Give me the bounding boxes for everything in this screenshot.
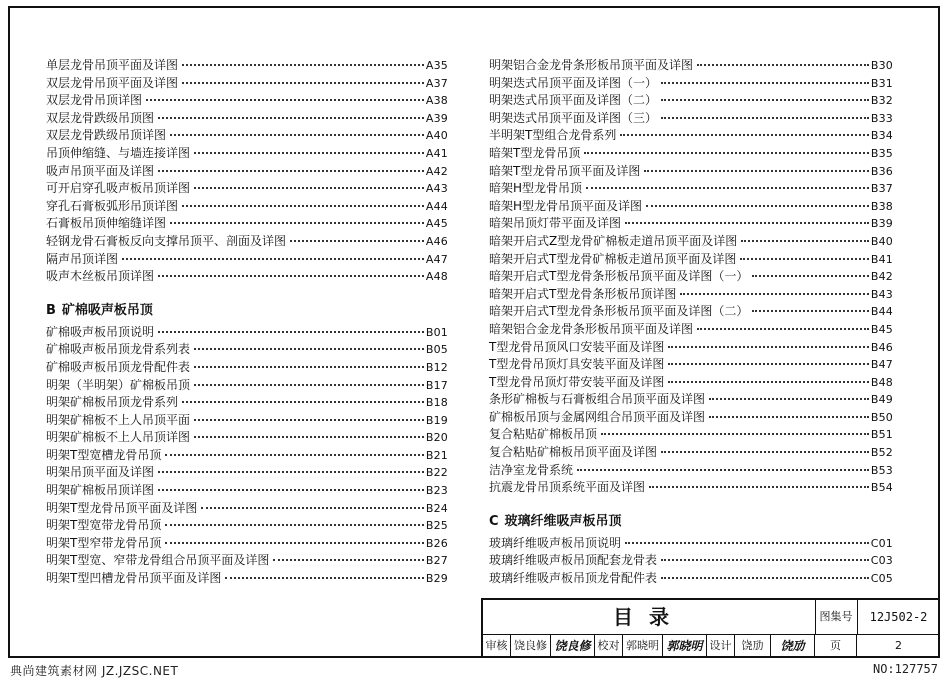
dot-leader <box>661 98 869 101</box>
toc-entry-title: 双层龙骨吊顶平面及详图 <box>46 75 179 90</box>
toc-entry-page-code: B18 <box>425 396 448 410</box>
dot-leader <box>165 523 424 526</box>
dot-leader <box>182 63 424 66</box>
toc-entry <box>489 75 893 93</box>
dot-leader <box>680 292 869 295</box>
toc-entry <box>46 163 448 181</box>
toc-entry <box>489 198 893 216</box>
dot-leader <box>625 221 869 224</box>
toc-entry-page-code: A43 <box>425 182 448 196</box>
dot-leader <box>182 400 424 403</box>
toc-entry-page-code: B41 <box>870 252 893 266</box>
check-label: 校对 <box>595 634 623 658</box>
toc-entry-page-code: B51 <box>870 428 893 442</box>
toc-entry <box>46 517 448 535</box>
dot-leader <box>646 204 869 207</box>
designer-signature: 饶劢 <box>771 634 815 658</box>
toc-entry-title: 洁净室龙骨系统 <box>489 462 574 477</box>
toc-entry <box>489 127 893 145</box>
design-label: 设计 <box>707 634 735 658</box>
toc-entry <box>46 429 448 447</box>
toc-entry-title: T型龙骨吊顶风口安装平面及详图 <box>489 339 665 354</box>
toc-entry-title: 暗架T型龙骨吊顶平面及详图 <box>489 163 641 178</box>
toc-entry-page-code: B35 <box>870 146 893 160</box>
toc-entry-page-code: B43 <box>870 287 893 301</box>
toc-entry <box>46 145 448 163</box>
toc-entry <box>489 233 893 251</box>
toc-entry <box>489 444 893 462</box>
dot-leader <box>620 133 869 136</box>
toc-entry <box>46 127 448 145</box>
dot-leader <box>740 257 869 260</box>
dot-leader <box>661 558 869 561</box>
dot-leader <box>697 327 869 330</box>
toc-entry-title: 明架矿棉板吊顶龙骨系列 <box>46 395 179 410</box>
toc-list-b-continued <box>489 57 893 497</box>
toc-entry <box>489 110 893 128</box>
toc-entry <box>489 57 893 75</box>
toc-entry-page-code: B36 <box>870 164 893 178</box>
toc-entry-page-code: B42 <box>870 270 893 284</box>
dot-leader <box>661 81 869 84</box>
toc-entry <box>489 180 893 198</box>
toc-entry <box>489 145 893 163</box>
toc-entry-title: 抗震龙骨吊顶系统平面及详图 <box>489 480 646 495</box>
drawing-title: 目录 <box>483 600 816 634</box>
toc-entry-title: 复合粘贴矿棉板吊顶 <box>489 427 598 442</box>
toc-entry-title: 明架T型窄带龙骨吊顶 <box>46 535 162 550</box>
toc-entry-title: 玻璃纤维吸声板吊顶配套龙骨表 <box>489 553 658 568</box>
toc-entry <box>489 409 893 427</box>
toc-entry-page-code: B19 <box>425 413 448 427</box>
review-label: 审核 <box>483 634 511 658</box>
dot-leader <box>182 204 424 207</box>
toc-entry-page-code: B24 <box>425 501 448 515</box>
toc-entry-page-code: B47 <box>870 358 893 372</box>
toc-entry-page-code: A44 <box>425 199 448 213</box>
toc-entry-title: 暗架吊顶灯带平面及详图 <box>489 216 622 231</box>
toc-entry-title: 矿棉吸声板吊顶龙骨系列表 <box>46 342 191 357</box>
toc-entry-title: 复合粘贴矿棉板吊顶平面及详图 <box>489 445 658 460</box>
dot-leader <box>158 488 424 491</box>
toc-entry-title: 暗架H型龙骨吊顶平面及详图 <box>489 198 643 213</box>
toc-entry-page-code: A41 <box>425 146 448 160</box>
toc-entry <box>489 374 893 392</box>
dot-leader <box>290 239 424 242</box>
toc-entry <box>46 500 448 518</box>
toc-entry <box>46 464 448 482</box>
dot-leader <box>661 576 869 579</box>
dot-leader <box>709 415 869 418</box>
right-column <box>489 57 893 588</box>
toc-entry <box>46 535 448 553</box>
section-title: 矿棉吸声板吊顶 <box>61 302 153 318</box>
toc-entry <box>46 377 448 395</box>
section-letter: C <box>489 513 499 529</box>
toc-entry-page-code: B01 <box>425 325 448 339</box>
reviewer-signature: 饶良修 <box>551 634 595 658</box>
checker-name: 郭晓明 <box>623 634 663 658</box>
toc-entry-page-code: B05 <box>425 343 448 357</box>
toc-entry <box>46 251 448 269</box>
section-title: 玻璃纤维吸声板吊顶 <box>504 513 622 529</box>
toc-entry <box>46 394 448 412</box>
toc-entry-page-code: A45 <box>425 217 448 231</box>
toc-entry <box>489 163 893 181</box>
toc-entry-page-code: B22 <box>425 466 448 480</box>
toc-entry <box>46 57 448 75</box>
toc-entry-title: 明架T型凹槽龙骨吊顶平面及详图 <box>46 571 222 586</box>
toc-entry <box>46 180 448 198</box>
toc-entry <box>489 321 893 339</box>
dot-leader <box>752 274 869 277</box>
toc-entry-page-code: A38 <box>425 94 448 108</box>
section-heading-c <box>489 511 893 533</box>
dot-leader <box>661 450 869 453</box>
toc-list-c <box>489 535 893 588</box>
toc-entry <box>46 447 448 465</box>
toc-entry <box>489 479 893 497</box>
dot-leader <box>225 576 424 579</box>
dot-leader <box>709 397 869 400</box>
dot-leader <box>752 309 869 312</box>
dot-leader <box>697 63 869 66</box>
toc-entry-title: 明架矿棉板不上人吊顶平面 <box>46 412 191 427</box>
toc-entry-title: 暗架开启式T型龙骨矿棉板走道吊顶平面及详图 <box>489 251 737 266</box>
toc-entry <box>46 359 448 377</box>
toc-entry <box>46 341 448 359</box>
toc-entry-title: 双层龙骨跌级吊顶图 <box>46 110 155 125</box>
watermark-site: 典尚建筑素材网 JZ.JZSC.NET <box>10 664 179 678</box>
toc-entry <box>489 215 893 233</box>
toc-entry-title: 明架T型宽槽龙骨吊顶 <box>46 447 162 462</box>
dot-leader <box>661 116 869 119</box>
toc-entry-page-code: B30 <box>870 59 893 72</box>
dot-leader <box>586 186 869 189</box>
toc-entry-page-code: B33 <box>870 111 893 125</box>
toc-entry-title: 玻璃纤维吸声板吊顶说明 <box>489 535 622 550</box>
dot-leader <box>584 151 869 154</box>
dot-leader <box>601 432 869 435</box>
toc-entry <box>489 552 893 570</box>
toc-entry-title: 轻钢龙骨石膏板反向支撑吊顶平、剖面及详图 <box>46 233 287 248</box>
toc-entry-title: 明架T型龙骨吊顶平面及详图 <box>46 500 198 515</box>
toc-entry-page-code: A47 <box>425 252 448 266</box>
toc-entry-page-code: B27 <box>425 554 448 568</box>
dot-leader <box>122 257 424 260</box>
toc-entry-title: 矿棉吸声板吊顶说明 <box>46 324 155 339</box>
toc-entry-title: 可开启穿孔吸声板吊顶详图 <box>46 181 191 196</box>
toc-entry-title: 暗架开启式T型龙骨条形板吊顶平面及详图（二） <box>489 304 749 319</box>
toc-entry-page-code: B38 <box>870 199 893 213</box>
dot-leader <box>668 362 869 365</box>
toc-entry-title: 明架矿棉板吊顶详图 <box>46 483 155 498</box>
page-number: 2 <box>895 639 902 652</box>
toc-entry <box>46 215 448 233</box>
dot-leader <box>194 383 424 386</box>
toc-entry-page-code: C03 <box>870 554 893 568</box>
toc-entry-title: 明架T型宽、窄带龙骨组合吊顶平面及详图 <box>46 553 270 568</box>
toc-entry <box>489 303 893 321</box>
toc-entry-page-code: B25 <box>425 519 448 533</box>
toc-entry-page-code: B23 <box>425 484 448 498</box>
toc-entry <box>489 268 893 286</box>
dot-leader <box>194 365 424 368</box>
reviewer-name: 饶良修 <box>511 634 551 658</box>
dot-leader <box>158 169 424 172</box>
toc-entry <box>46 110 448 128</box>
dot-leader <box>158 116 424 119</box>
dot-leader <box>668 380 869 383</box>
toc-entry <box>46 198 448 216</box>
toc-entry-title: 双层龙骨跌级吊顶详图 <box>46 128 167 143</box>
toc-entry <box>46 412 448 430</box>
title-block-row-top <box>483 600 940 635</box>
toc-entry-title: 石膏板吊顶伸缩缝详图 <box>46 216 167 231</box>
toc-entry-title: 明架迭式吊顶平面及详图（二） <box>489 93 658 108</box>
toc-entry-title: 暗架铝合金龙骨条形板吊顶平面及详图 <box>489 321 694 336</box>
toc-entry-page-code: A46 <box>425 234 448 248</box>
dot-leader <box>170 133 424 136</box>
toc-entry-title: 半明架T型组合龙骨系列 <box>489 128 617 143</box>
toc-entry-page-code: B26 <box>425 536 448 550</box>
dot-leader <box>158 330 424 333</box>
toc-entry <box>46 75 448 93</box>
dot-leader <box>741 239 869 242</box>
dot-leader <box>577 468 869 471</box>
dot-leader <box>194 435 424 438</box>
toc-entry <box>489 391 893 409</box>
toc-entry-page-code: B31 <box>870 76 893 90</box>
dot-leader <box>170 221 424 224</box>
toc-entry-page-code: B52 <box>870 446 893 460</box>
dot-leader <box>668 345 869 348</box>
toc-entry-page-code: B21 <box>425 448 448 462</box>
toc-entry-title: 明架矿棉板不上人吊顶详图 <box>46 430 191 445</box>
toc-entry-title: T型龙骨吊顶灯具安装平面及详图 <box>489 357 665 372</box>
toc-entry-page-code: B50 <box>870 410 893 424</box>
toc-entry <box>46 324 448 342</box>
toc-entry <box>46 570 448 588</box>
dot-leader <box>194 418 424 421</box>
title-block <box>481 598 940 658</box>
toc-entry-page-code: A37 <box>425 76 448 90</box>
toc-entry-page-code: B53 <box>870 463 893 477</box>
toc-entry <box>489 286 893 304</box>
title-block-row-bottom <box>483 634 940 658</box>
dot-leader <box>194 347 424 350</box>
toc-entry <box>489 251 893 269</box>
toc-entry-page-code: B48 <box>870 375 893 389</box>
designer-name: 饶劢 <box>735 634 771 658</box>
toc-entry-title: 明架T型宽带龙骨吊顶 <box>46 518 162 533</box>
page-label: 页 <box>815 634 857 658</box>
toc-entry-page-code: B37 <box>870 182 893 196</box>
toc-entry-title: 暗架T型龙骨吊顶 <box>489 145 581 160</box>
toc-entry-title: 吸声吊顶平面及详图 <box>46 163 155 178</box>
dot-leader <box>158 274 424 277</box>
toc-entry <box>489 356 893 374</box>
toc-entry <box>489 570 893 588</box>
toc-entry-page-code: A35 <box>425 59 448 72</box>
toc-entry-page-code: A48 <box>425 270 448 284</box>
toc-entry-title: 条形矿棉板与石膏板组合吊顶平面及详图 <box>489 392 706 407</box>
checker-signature: 郭晓明 <box>663 634 707 658</box>
toc-entry-page-code: B40 <box>870 234 893 248</box>
dot-leader <box>273 558 424 561</box>
toc-entry-page-code: B17 <box>425 378 448 392</box>
toc-entry-title: 吸声木丝板吊顶详图 <box>46 269 155 284</box>
dot-leader <box>644 169 869 172</box>
toc-list-b <box>46 324 448 588</box>
dot-leader <box>158 470 424 473</box>
toc-entry-title: 暗架H型龙骨吊顶 <box>489 181 583 196</box>
toc-entry-title: 明架迭式吊顶平面及详图（一） <box>489 75 658 90</box>
left-column <box>46 57 448 588</box>
toc-entry-page-code: B54 <box>870 481 893 495</box>
dot-leader <box>165 541 424 544</box>
toc-entry-title: 暗架开启式T型龙骨条形板吊顶平面及详图（一） <box>489 269 749 284</box>
toc-entry-page-code: B20 <box>425 431 448 445</box>
toc-entry-title: 矿棉吸声板吊顶龙骨配件表 <box>46 359 191 374</box>
toc-entry <box>46 482 448 500</box>
dot-leader <box>194 186 424 189</box>
dot-leader <box>146 98 424 101</box>
dot-leader <box>194 151 424 154</box>
toc-entry-page-code: A39 <box>425 111 448 125</box>
toc-entry <box>489 339 893 357</box>
toc-entry-page-code: B39 <box>870 217 893 231</box>
section-letter: B <box>46 302 56 318</box>
toc-entry-page-code: A40 <box>425 129 448 143</box>
toc-entry-page-code: C01 <box>870 536 893 550</box>
toc-entry <box>46 233 448 251</box>
toc-entry <box>46 268 448 286</box>
toc-entry-page-code: B34 <box>870 129 893 143</box>
toc-entry-title: 明架吊顶平面及详图 <box>46 465 155 480</box>
toc-entry-page-code: B44 <box>870 305 893 319</box>
toc-entry <box>46 92 448 110</box>
toc-entry-title: 明架（半明架）矿棉板吊顶 <box>46 377 191 392</box>
dot-leader <box>201 506 424 509</box>
toc-entry-title: 吊顶伸缩缝、与墙连接详图 <box>46 145 191 160</box>
toc-entry <box>489 426 893 444</box>
section-heading-b <box>46 300 448 322</box>
toc-entry <box>489 462 893 480</box>
toc-entry-page-code: B45 <box>870 322 893 336</box>
toc-entry-title: 明架铝合金龙骨条形板吊顶平面及详图 <box>489 58 694 72</box>
toc-list-a <box>46 57 448 286</box>
toc-entry-page-code: B46 <box>870 340 893 354</box>
toc-entry-page-code: B29 <box>425 572 448 586</box>
toc-entry-title: T型龙骨吊顶灯带安装平面及详图 <box>489 374 665 389</box>
toc-entry-page-code: B12 <box>425 360 448 374</box>
toc-entry-title: 矿棉板吊顶与金属网组合吊顶平面及详图 <box>489 409 706 424</box>
atlas-number-label: 图集号 <box>815 600 858 634</box>
toc-entry-page-code: A42 <box>425 164 448 178</box>
toc-entry <box>489 535 893 553</box>
toc-entry-title: 暗架开启式Z型龙骨矿棉板走道吊顶平面及详图 <box>489 233 738 248</box>
toc-entry-page-code: B32 <box>870 94 893 108</box>
watermark-number: NO:127757 <box>872 662 938 676</box>
dot-leader <box>165 453 424 456</box>
toc-entry <box>489 92 893 110</box>
toc-entry-title: 穿孔石膏板弧形吊顶详图 <box>46 198 179 213</box>
atlas-number: 12J502-2 <box>869 610 928 624</box>
toc-entry-title: 隔声吊顶详图 <box>46 251 119 266</box>
dot-leader <box>182 81 424 84</box>
toc-entry-title: 双层龙骨吊顶详图 <box>46 93 143 108</box>
toc-entry-title: 玻璃纤维吸声板吊顶龙骨配件表 <box>489 571 658 586</box>
dot-leader <box>649 485 869 488</box>
toc-entry-title: 明架迭式吊顶平面及详图（三） <box>489 110 658 125</box>
dot-leader <box>625 541 869 544</box>
toc-entry-page-code: C05 <box>870 572 893 586</box>
toc-entry-title: 单层龙骨吊顶平面及详图 <box>46 58 179 72</box>
toc-entry-page-code: B49 <box>870 393 893 407</box>
toc-entry <box>46 552 448 570</box>
toc-entry-title: 暗架开启式T型龙骨条形板吊顶详图 <box>489 286 677 301</box>
